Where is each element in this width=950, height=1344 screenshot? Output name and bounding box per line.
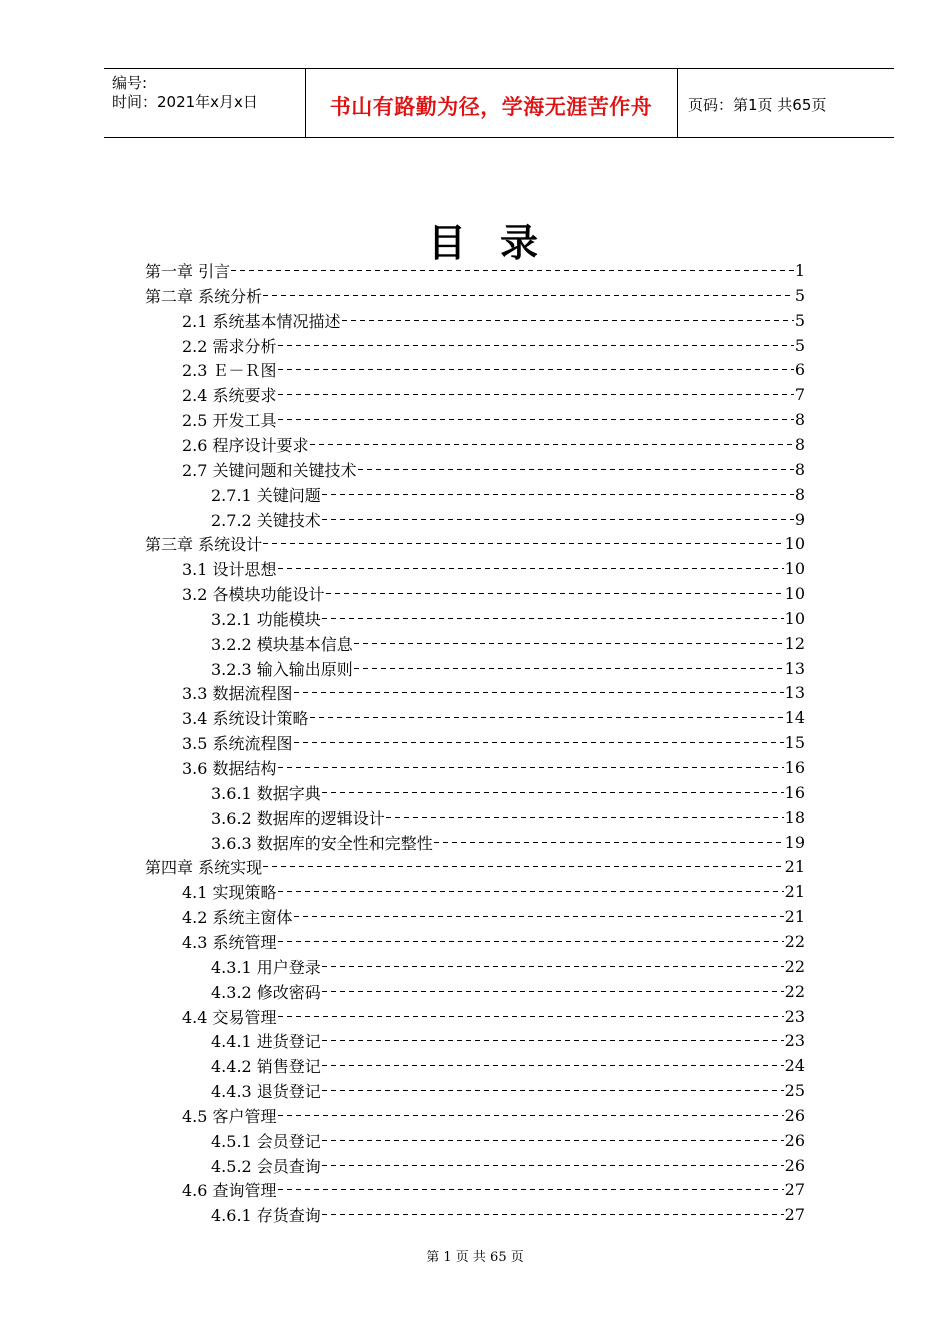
toc-entry[interactable] (211, 1028, 805, 1053)
toc-entry-label: 4.4.3 退货登记 (211, 1082, 321, 1102)
toc-leader-line (322, 1165, 784, 1166)
toc-entry-label: 第一章 引言 (145, 262, 231, 281)
toc-entry[interactable] (182, 879, 805, 904)
toc-entry-page-number: 10 (784, 608, 805, 628)
toc-leader-line (278, 1189, 784, 1190)
toc-leader-line (322, 1040, 784, 1041)
toc-entry[interactable] (211, 606, 805, 631)
toc-entry-page-number: 13 (784, 658, 805, 678)
toc-leader-line (278, 345, 794, 346)
toc-entry-label: 3.2.1 功能模块 (211, 609, 321, 629)
toc-leader-line (322, 792, 784, 793)
toc-entry-page-number: 5 (794, 285, 805, 305)
toc-entry-page-number: 23 (784, 1031, 805, 1051)
toc-entry-page-number: 19 (784, 832, 805, 852)
toc-entry[interactable] (145, 283, 805, 308)
toc-entry-page-number: 27 (784, 1180, 805, 1200)
toc-leader-line (354, 643, 784, 644)
toc-entry-label: 3.2 各模块功能设计 (182, 585, 325, 605)
toc-leader-line (263, 866, 784, 867)
toc-leader-line (322, 1140, 784, 1141)
toc-entry[interactable] (211, 979, 805, 1004)
toc-entry-page-number: 22 (784, 956, 805, 976)
toc-entry-page-number: 15 (784, 733, 805, 753)
toc-entry-label: 3.5 系统流程图 (182, 734, 293, 754)
toc-leader-line (434, 842, 784, 843)
header-info-cell (104, 69, 306, 137)
toc-entry[interactable] (182, 680, 805, 705)
toc-leader-line (278, 891, 784, 892)
toc-entry-label: 2.7 关键问题和关键技术 (182, 460, 357, 480)
toc-entry[interactable] (182, 755, 805, 780)
toc-entry[interactable] (211, 1078, 805, 1103)
toc-leader-line (322, 1214, 784, 1215)
toc-entry[interactable] (211, 830, 805, 855)
toc-entry-page-number: 26 (784, 1155, 805, 1175)
toc-entry-page-number: 21 (784, 907, 805, 927)
document-time-label: 时间：2021年x月x日 (112, 93, 258, 111)
toc-entry-page-number: 10 (784, 534, 805, 554)
toc-entry-page-number: 8 (794, 484, 805, 504)
toc-leader-line (322, 494, 794, 495)
toc-entry-page-number: 16 (784, 782, 805, 802)
toc-title: 目录 (427, 221, 572, 265)
toc-entry-page-number: 10 (784, 584, 805, 604)
toc-entry[interactable] (145, 258, 805, 283)
toc-entry-label: 4.3.2 修改密码 (211, 982, 321, 1002)
header-motto-cell (305, 69, 678, 137)
toc-leader-line (278, 1115, 784, 1116)
toc-entry[interactable] (211, 631, 805, 656)
toc-entry-label: 4.5 客户管理 (182, 1106, 277, 1126)
toc-entry-page-number: 8 (794, 410, 805, 430)
document-number-label: 编号: (112, 74, 148, 92)
toc-leader-line (278, 568, 784, 569)
toc-entry-page-number: 23 (784, 1006, 805, 1026)
toc-entry-page-number: 18 (784, 807, 805, 827)
toc-entry-page-number: 5 (794, 310, 805, 330)
toc-entry[interactable] (211, 507, 805, 532)
toc-entry-label: 第二章 系统分析 (145, 286, 263, 306)
toc-entry[interactable] (182, 457, 805, 482)
toc-leader-line (326, 593, 784, 594)
toc-entry[interactable] (182, 407, 805, 432)
toc-entry-label: 2.3 Ｅ－Ｒ图 (182, 361, 277, 381)
toc-entry[interactable] (182, 581, 805, 606)
toc-entry-page-number: 25 (784, 1081, 805, 1101)
toc-leader-line (358, 469, 794, 470)
toc-entry-page-number: 21 (784, 857, 805, 877)
toc-entry-page-number: 26 (784, 1130, 805, 1150)
toc-entry-label: 4.3.1 用户登录 (211, 957, 321, 977)
toc-entry[interactable] (182, 556, 805, 581)
toc-entry-page-number: 24 (784, 1056, 805, 1076)
toc-entry-page-number: 7 (794, 385, 805, 405)
toc-entry-page-number: 16 (784, 758, 805, 777)
toc-entry-label: 第三章 系统设计 (145, 535, 263, 555)
toc-entry-label: 3.3 数据流程图 (182, 684, 293, 704)
toc-entry-page-number: 8 (794, 434, 805, 454)
toc-entry-page-number: 14 (784, 708, 805, 728)
toc-entry-label: 3.6 数据结构 (182, 759, 277, 778)
toc-entry[interactable] (211, 805, 805, 830)
toc-entry-label: 3.4 系统设计策略 (182, 709, 309, 729)
toc-leader-line (310, 444, 794, 445)
toc-entry-page-number: 5 (794, 335, 805, 355)
toc-entry-label: 2.2 需求分析 (182, 336, 277, 356)
toc-entry[interactable] (182, 432, 805, 457)
toc-entry-label: 3.6.3 数据库的安全性和完整性 (211, 833, 433, 853)
toc-leader-line (294, 692, 784, 693)
toc-entry[interactable] (182, 333, 805, 358)
toc-entry-label: 4.4.1 进货登记 (211, 1032, 321, 1052)
toc-entry-label: 2.7.1 关键问题 (211, 485, 321, 505)
toc-leader-line (322, 519, 794, 520)
toc-entry-label: 4.1 实现策略 (182, 883, 277, 903)
toc-leader-line (354, 668, 784, 669)
toc-entry-label: 2.6 程序设计要求 (182, 435, 309, 455)
toc-leader-line (342, 320, 794, 321)
toc-entry-label: 2.1 系统基本情况描述 (182, 311, 341, 331)
toc-entry-label: 4.5.2 会员查询 (211, 1156, 321, 1176)
page-header (104, 68, 894, 138)
toc-leader-line (294, 742, 784, 743)
toc-leader-line (294, 916, 784, 917)
toc-entry[interactable] (182, 1103, 805, 1128)
toc-entry[interactable] (182, 382, 805, 407)
toc-entry-page-number: 9 (794, 509, 805, 529)
toc-entry[interactable] (211, 656, 805, 681)
toc-entry[interactable] (145, 531, 805, 556)
toc-entry[interactable] (211, 780, 805, 805)
toc-entry[interactable] (211, 1153, 805, 1178)
toc-entry[interactable] (211, 1053, 805, 1078)
toc-entry-page-number: 12 (784, 633, 805, 653)
toc-leader-line (263, 543, 784, 544)
toc-entry[interactable] (182, 730, 805, 755)
toc-leader-line (278, 1016, 784, 1017)
toc-entry[interactable] (211, 954, 805, 979)
toc-leader-line (278, 369, 794, 370)
toc-entry-page-number: 22 (784, 931, 805, 951)
toc-entry[interactable] (182, 357, 805, 382)
toc-entry-label: 3.6.1 数据字典 (211, 783, 321, 803)
toc-entry[interactable] (145, 854, 805, 879)
toc-entry-label: 4.4 交易管理 (182, 1007, 277, 1027)
toc-entry-page-number: 22 (784, 981, 805, 1001)
toc-entry-label: 4.2 系统主窗体 (182, 908, 293, 928)
toc-entry-label: 4.3 系统管理 (182, 932, 277, 952)
toc-entry-page-number: 13 (784, 683, 805, 703)
toc-entry-label: 3.2.3 输入输出原则 (211, 659, 353, 679)
header-page-info: 页码：第1页 共65页 (688, 96, 827, 114)
toc-entry-page-number: 6 (794, 360, 805, 380)
toc-entry[interactable] (211, 482, 805, 507)
toc-entry[interactable] (211, 1128, 805, 1153)
toc-leader-line (278, 941, 784, 942)
toc-leader-line (322, 618, 784, 619)
page-footer: 第 1 页 共 65 页 (426, 1250, 524, 1265)
toc-entry[interactable] (182, 1177, 805, 1202)
toc-entry-label: 4.5.1 会员登记 (211, 1131, 321, 1151)
toc-entry-page-number: 21 (784, 882, 805, 902)
toc-entry-label: 3.6.2 数据库的逻辑设计 (211, 808, 385, 828)
toc-entry-label: 3.2.2 模块基本信息 (211, 634, 353, 654)
toc-entry-label: 4.4.2 销售登记 (211, 1057, 321, 1077)
toc-entry[interactable] (182, 929, 805, 954)
toc-entry-page-number: 8 (794, 459, 805, 479)
toc-leader-line (263, 295, 794, 296)
header-page-cell (678, 69, 894, 137)
toc-entry[interactable] (182, 705, 805, 730)
toc-leader-line (322, 1090, 784, 1091)
toc-entry-label: 2.4 系统要求 (182, 386, 277, 406)
toc-entry[interactable] (182, 904, 805, 929)
toc-leader-line (322, 966, 784, 967)
toc-entry-label: 2.5 开发工具 (182, 411, 277, 431)
toc-entry-label: 4.6.1 存货查询 (211, 1206, 321, 1226)
motto-text: 书山有路勤为径，学海无涯苦作舟 (329, 95, 653, 119)
toc-entry-page-number: 1 (794, 261, 805, 280)
toc-leader-line (231, 270, 794, 271)
toc-entry-label: 2.7.2 关键技术 (211, 510, 321, 530)
toc-entry-page-number: 27 (784, 1205, 805, 1225)
toc-entry-page-number: 10 (784, 559, 805, 579)
toc-leader-line (278, 419, 794, 420)
toc-entry-page-number: 26 (784, 1105, 805, 1125)
toc-entry-label: 第四章 系统实现 (145, 858, 263, 878)
toc-leader-line (322, 1065, 784, 1066)
toc-leader-line (310, 717, 784, 718)
toc-entry[interactable] (182, 1004, 805, 1029)
toc-leader-line (386, 817, 784, 818)
toc-entry-label: 4.6 查询管理 (182, 1181, 277, 1201)
toc-entry-label: 3.1 设计思想 (182, 560, 277, 580)
toc-leader-line (278, 767, 784, 768)
toc-leader-line (278, 394, 794, 395)
toc-entry[interactable] (211, 1202, 805, 1227)
toc-entry[interactable] (182, 308, 805, 333)
toc-leader-line (322, 991, 784, 992)
